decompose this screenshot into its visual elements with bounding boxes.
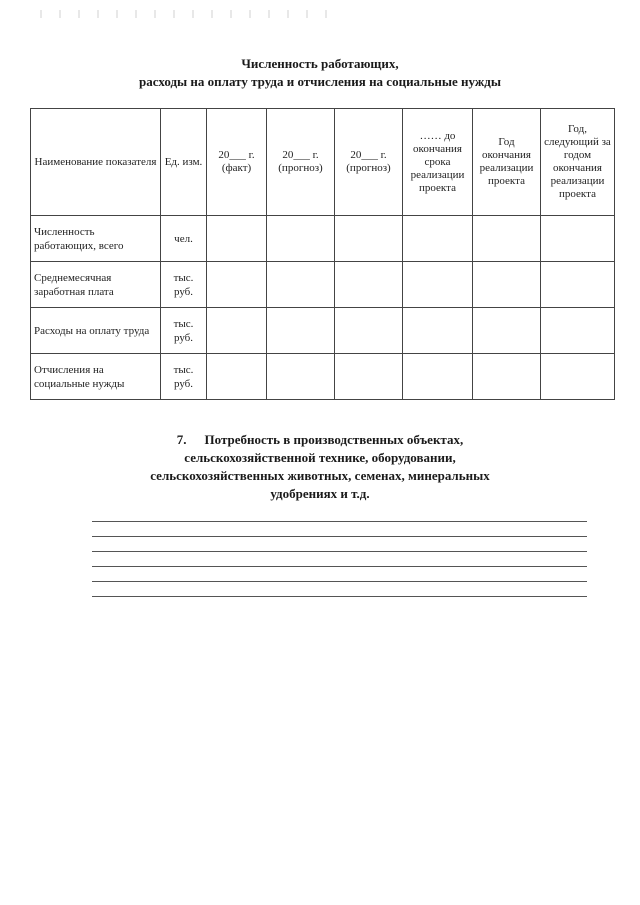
answer-line-3[interactable] xyxy=(92,551,587,552)
section-7-line-4: удобрениях и т.д. xyxy=(270,486,370,501)
value-cell[interactable] xyxy=(335,308,403,354)
answer-line-2[interactable] xyxy=(92,536,587,537)
value-cell[interactable] xyxy=(541,216,615,262)
value-cell[interactable] xyxy=(207,216,267,262)
value-cell[interactable] xyxy=(207,262,267,308)
value-cell[interactable] xyxy=(335,216,403,262)
value-cell[interactable] xyxy=(541,354,615,400)
header-end-year: Год окончания реализации проекта xyxy=(473,109,541,216)
table-row xyxy=(31,262,615,308)
section-7-line-1-text: Потребность в производственных объектах, xyxy=(204,432,464,447)
header-year-fact: 20___ г. (факт) xyxy=(207,109,267,216)
row-unit: тыс. руб. xyxy=(161,308,207,354)
section-7-line-1 xyxy=(0,431,640,449)
title-line-2: расходы на оплату труда и отчисления на социальные нужды xyxy=(139,74,501,89)
staff-expenses-table xyxy=(30,108,615,400)
row-unit: тыс. руб. xyxy=(161,354,207,400)
table-row xyxy=(31,354,615,400)
header-year-forecast-2: 20___ г. (прогноз) xyxy=(335,109,403,216)
header-until-end: …… до окончания срока реализации проекта xyxy=(403,109,473,216)
scan-artifact xyxy=(40,10,340,18)
value-cell[interactable] xyxy=(473,262,541,308)
title-line-1: Численность работающих, xyxy=(241,56,399,71)
value-cell[interactable] xyxy=(403,354,473,400)
section-7-line-3: сельскохозяйственных животных, семенах, минеральных xyxy=(150,468,490,483)
value-cell[interactable] xyxy=(473,354,541,400)
row-name: Численность работающих, всего xyxy=(31,216,161,262)
header-unit: Ед. изм. xyxy=(161,109,207,216)
section-7-heading xyxy=(0,431,640,503)
staff-table-container xyxy=(30,108,614,400)
value-cell[interactable] xyxy=(267,354,335,400)
answer-line-1[interactable] xyxy=(92,521,587,522)
value-cell[interactable] xyxy=(403,262,473,308)
table-header-row xyxy=(31,109,615,216)
section-7-line-2: сельскохозяйственной технике, оборудовании, xyxy=(184,450,456,465)
row-name: Отчисления на социальные нужды xyxy=(31,354,161,400)
value-cell[interactable] xyxy=(267,308,335,354)
value-cell[interactable] xyxy=(473,308,541,354)
value-cell[interactable] xyxy=(541,308,615,354)
table-row xyxy=(31,216,615,262)
section-7-number: 7. xyxy=(176,432,187,447)
value-cell[interactable] xyxy=(207,354,267,400)
value-cell[interactable] xyxy=(403,216,473,262)
value-cell[interactable] xyxy=(541,262,615,308)
header-year-forecast-1: 20___ г. (прогноз) xyxy=(267,109,335,216)
row-name: Среднемесячная заработная плата xyxy=(31,262,161,308)
value-cell[interactable] xyxy=(335,262,403,308)
value-cell[interactable] xyxy=(335,354,403,400)
value-cell[interactable] xyxy=(403,308,473,354)
header-next-year: Год, следующий за годом окончания реализации проекта xyxy=(541,109,615,216)
answer-line-4[interactable] xyxy=(92,566,587,567)
answer-line-5[interactable] xyxy=(92,581,587,582)
value-cell[interactable] xyxy=(267,216,335,262)
answer-line-6[interactable] xyxy=(92,596,587,597)
header-indicator-name: Наименование показателя xyxy=(31,109,161,216)
row-name: Расходы на оплату труда xyxy=(31,308,161,354)
row-unit: чел. xyxy=(161,216,207,262)
page-title xyxy=(0,55,640,91)
table-row xyxy=(31,308,615,354)
value-cell[interactable] xyxy=(473,216,541,262)
value-cell[interactable] xyxy=(207,308,267,354)
value-cell[interactable] xyxy=(267,262,335,308)
row-unit: тыс. руб. xyxy=(161,262,207,308)
